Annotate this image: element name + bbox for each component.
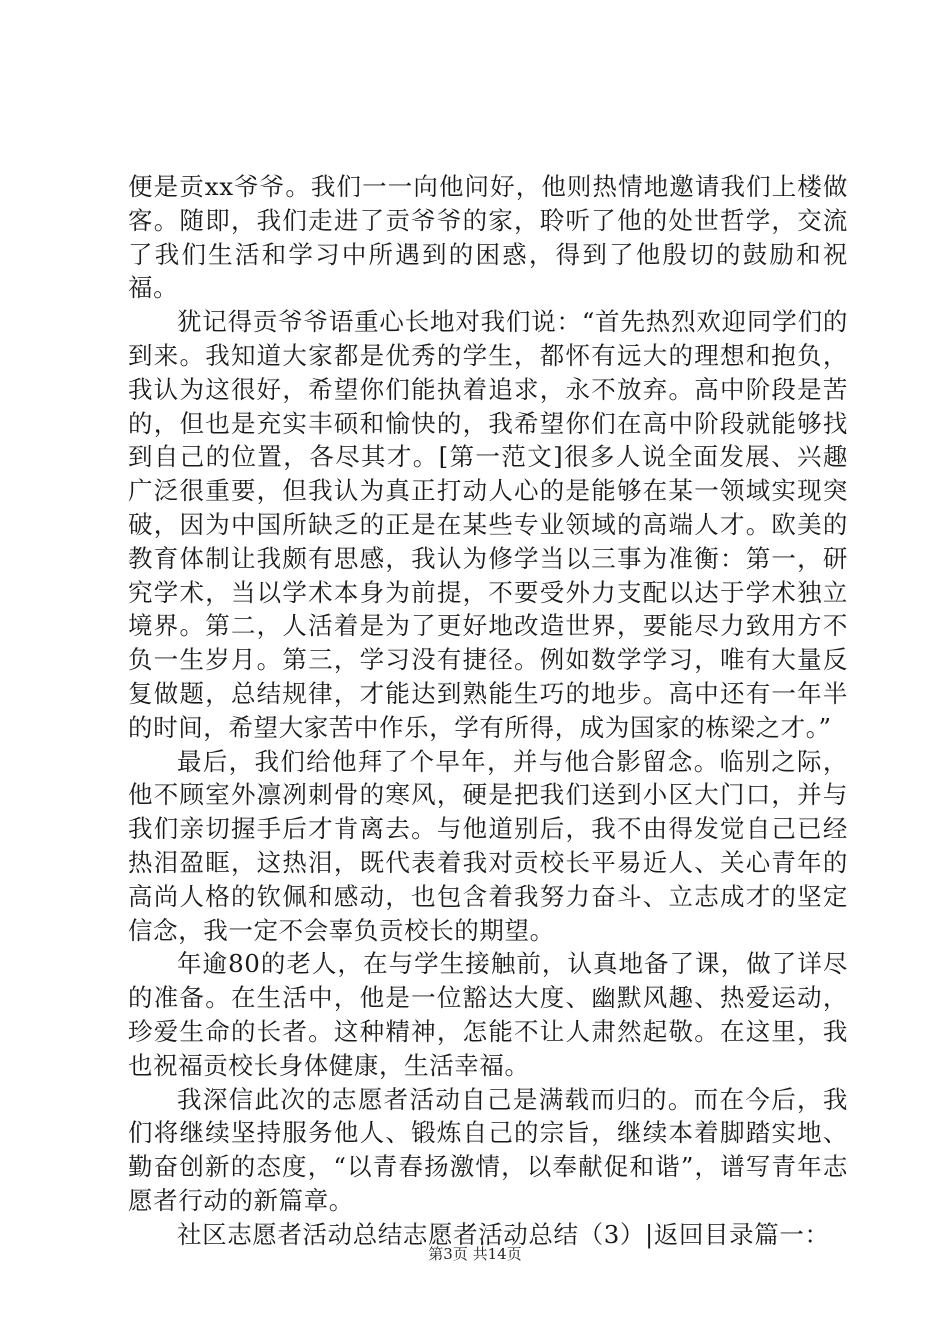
paragraph-elder: 年逾80的老人，在与学生接触前，认真地备了课，做了详尽的准备。在生活中，他是一位豁达大度、幽默风趣、热爱运动，珍爱生命的长者。这种精神，怎能不让人肃然起敬。在这里，我也祝福贡校长身体健康，生活幸福。 (128, 949, 848, 1080)
paragraph-next-section: 社区志愿者活动总结志愿者活动总结（3）|返回目录篇一： (177, 1219, 830, 1249)
paragraph-quote: 犹记得贡爷爷语重心长地对我们说：“首先热烈欢迎同学们的到来。我知道大家都是优秀的学生，都怀有远大的理想和抱负，我认为这很好，希望你们能执着追求，永不放弃。高中阶段是苦的，但也是充实丰硕和愉快的，我希望你们在高中阶段就能够找到自己的位置，各尽其才。[第一范文]很多人说全面发展、兴趣广泛很重要，但我认为真正打动人心的是能够在某一领域实现突破，因为中国所缺乏的正是在某些专业领域的高端人才。欧美的教育体制让我颇有思感，我认为修学当以三事为准衡：第一，研究学术，当以学术本身为前提，不要受外力支配以达于学术独立境界。第二，人活着是为了更好地改造世界，要能尽力致用方不负一生岁月。第三，学习没有捷径。例如数学学习，唯有大量反复做题，总结规律，才能达到熟能生巧的地步。高中还有一年半的时间，希望大家苦中作乐，学有所得，成为国家的栋梁之才。” (128, 307, 848, 742)
page-footer: 第3页 共14页 (428, 1245, 522, 1263)
paragraph-farewell: 最后，我们给他拜了个早年，并与他合影留念。临别之际，他不顾室外凛冽刺骨的寒风，硬是把我们送到小区大门口，并与我们亲切握手后才肯离去。与他道别后，我不由得发觉自己已经热泪盈眶，这热泪，既代表着我对贡校长平易近人、关心青年的高尚人格的钦佩和感动，也包含着我努力奋斗、立志成才的坚定信念，我一定不会辜负贡校长的期望。 (128, 746, 848, 945)
paragraph-conclusion: 我深信此次的志愿者活动自己是满载而归的。而在今后，我们将继续坚持服务他人、锻炼自己的宗旨，继续本着脚踏实地、勤奋创新的态度，“以青春扬激情，以奉献促和谐”，谱写青年志愿者行动的新篇章。 (128, 1084, 848, 1215)
paragraph-continuation: 便是贡xx爷爷。我们一一向他问好，他则热情地邀请我们上楼做客。随即，我们走进了贡爷爷的家，聆听了他的处世哲学，交流了我们生活和学习中所遇到的困惑，得到了他殷切的鼓励和祝福。 (128, 172, 848, 303)
document-body (128, 170, 848, 1252)
